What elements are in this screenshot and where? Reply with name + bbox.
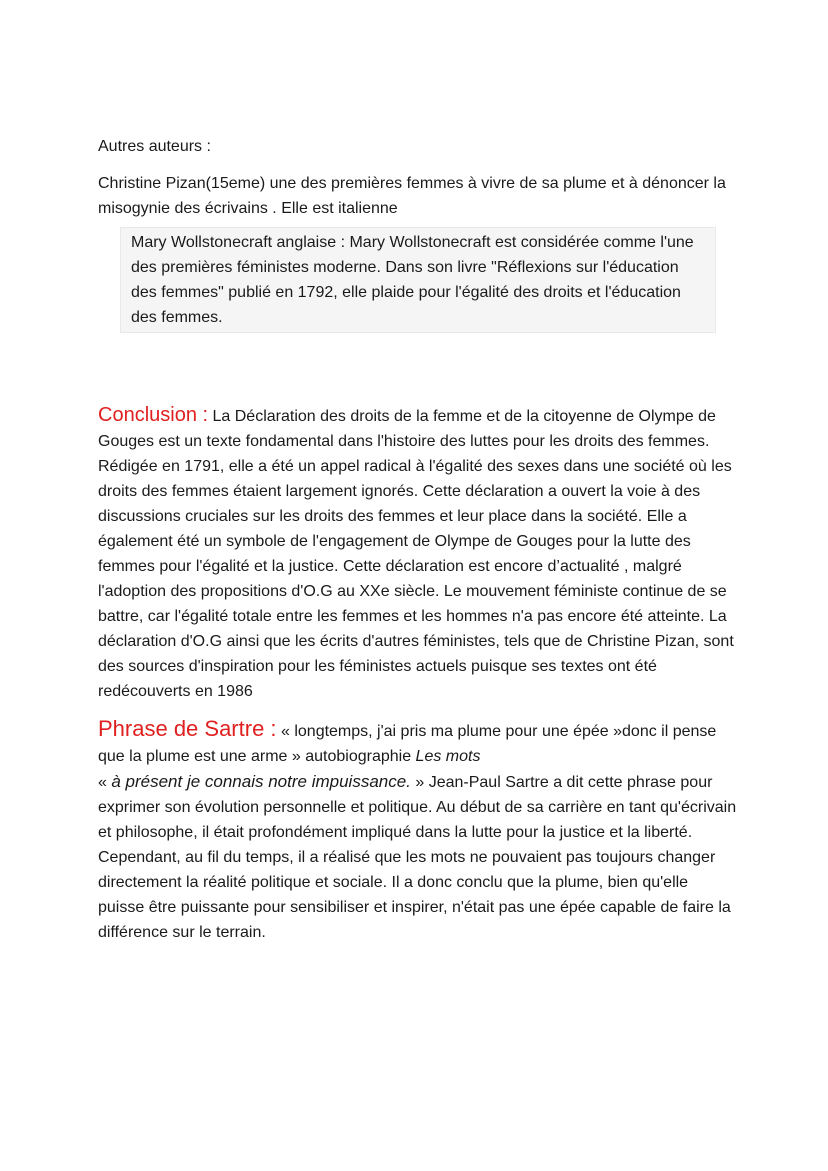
- conclusion-paragraph: [98, 403, 738, 704]
- sartre-text: Jean-Paul Sartre a dit cette phrase pour exprimer son évolution personnelle et politique. Au début de sa carrière en tant qu'écrivain et philosophe, il était profondément impliqué dans la lutte pour la justice et la liberté. Cependant, au fil du temps, il a réalisé que les mots ne pouvaient pas toujours changer directement la réalité politique et sociale. Il a donc conclu que la plume, bien qu'elle puisse être puissante pour sensibiliser et inspirer, n'était pas une épée capable de faire la différence sur le terrain.: [98, 774, 737, 941]
- conclusion-text: La Déclaration des droits de la femme et de la citoyenne de Olympe de Gouges est un texte fondamental dans l'histoire des luttes pour les droits des femmes. Rédigée en 1791, elle a été un appel radical à l'égalité des sexes dans une société où les droits des femmes étaient largement ignorés. Cette déclaration a ouvert la voie à des discussions cruciales sur les droits des femmes et leur place dans la société. Elle a également été un symbole de l'engagement de Olympe de Gouges pour la lutte des femmes pour l'égalité et la justice. Cette déclaration est encore d’actualité , malgré l'adoption des propositions d'O.G au XXe siècle. Le mouvement féministe continue de se battre, car l'égalité totale entre les femmes et les hommes n'a pas encore été atteinte. La déclaration d'O.G ainsi que les écrits d'autres féministes, tels que de Christine Pizan, sont des sources d'inspiration pour les féministes actuels puisque ses textes ont été redécouverts en 1986: [98, 408, 734, 700]
- sartre-quote-2: à présent je connais notre impuissance.: [111, 772, 411, 791]
- sartre-label: Phrase de Sartre :: [98, 716, 277, 741]
- wollstonecraft-quote-box: [120, 227, 716, 333]
- document-page: [98, 134, 738, 945]
- sartre-paragraph: [98, 716, 738, 945]
- sartre-book-title: Les mots: [415, 748, 481, 765]
- conclusion-label: Conclusion :: [98, 404, 209, 426]
- sartre-quote-1: « longtemps, j'ai pris ma plume pour une épée »donc il pense que la plume est une arme » autobiographie: [98, 723, 717, 765]
- section-heading: Autres auteurs :: [98, 138, 211, 155]
- sartre-quote-2-close: »: [410, 774, 425, 791]
- wollstonecraft-paragraph: Mary Wollstonecraft anglaise : Mary Wollstonecraft est considérée comme l'une des premières féministes moderne. Dans son livre "Réflexions sur l'éducation des femmes" publié en 1792, elle plaide pour l'égalité des droits et l'éducation des femmes.: [131, 234, 694, 326]
- sartre-quote-2-open: «: [98, 774, 112, 791]
- pizan-paragraph: Christine Pizan(15eme) une des premières femmes à vivre de sa plume et à dénoncer la misogynie des écrivains . Elle est italienne: [98, 175, 726, 217]
